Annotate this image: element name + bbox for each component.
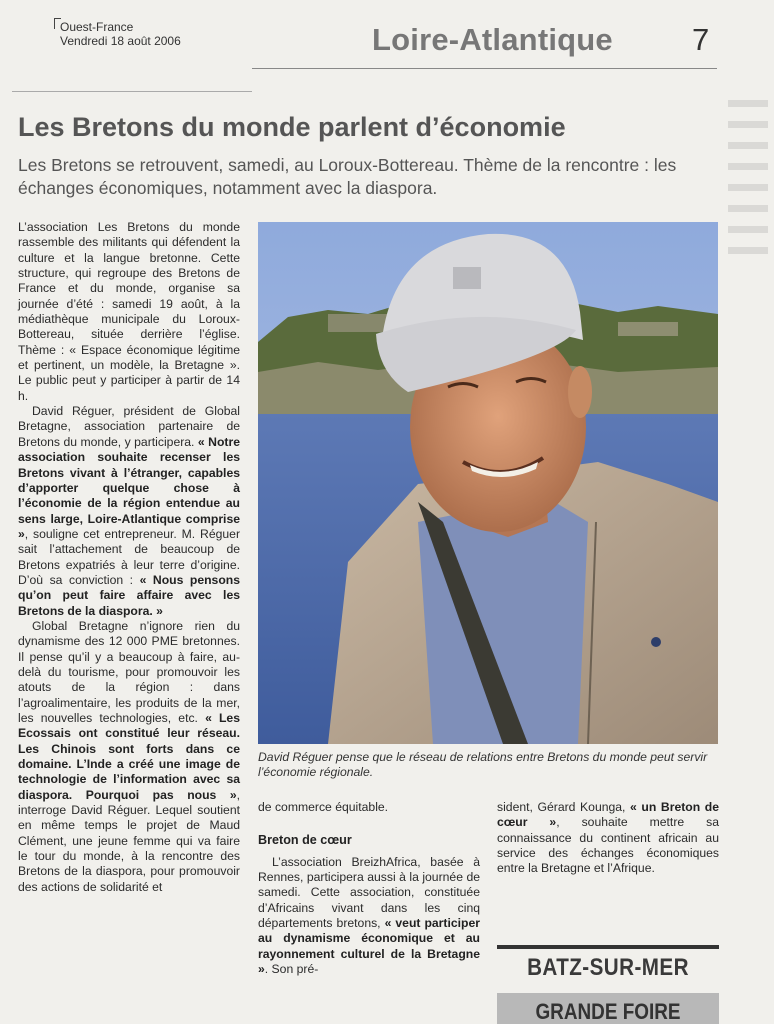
quote: « veut participer au dynamisme économique et au rayonnement culturel de la Bretagne » bbox=[258, 916, 480, 977]
source-name: Ouest-France bbox=[60, 20, 134, 34]
paragraph bbox=[258, 855, 480, 978]
publication-date: Vendredi 18 août 2006 bbox=[60, 34, 181, 48]
clipping-edge bbox=[12, 91, 252, 92]
page-number: 7 bbox=[692, 22, 710, 57]
paragraph: de commerce équitable. bbox=[258, 800, 389, 814]
ad-top-rule bbox=[497, 945, 719, 949]
text-run: , interroge David Réguer. Lequel soutient en même temps le projet de Maud Clément, une jeune femme qui va faire le tour du monde, à la rencontre des Bretons de la diaspora, pour promouvoir des actions de solidarité et bbox=[18, 787, 240, 894]
article-standfirst: Les Bretons se retrouvent, samedi, au Loroux-Bottereau. Thème de la rencontre : les échanges économiques, notamment avec la diaspora. bbox=[18, 155, 677, 198]
quote: « un Breton de cœur » bbox=[497, 800, 719, 830]
paragraph bbox=[18, 619, 240, 895]
text-run: L’association BreizhAfrica, basée à Rennes, participera aussi à la journée de samedi. Cette association, constituée d’Africains vivant dans les cinq départements bretons, bbox=[258, 854, 480, 931]
section-title: Loire-Atlantique bbox=[372, 22, 613, 57]
ad-title: BATZ-SUR-MER bbox=[527, 954, 689, 981]
article-column-3 bbox=[497, 800, 719, 877]
portrait-illustration bbox=[258, 222, 718, 744]
text-run: David Réguer, président de Global Bretagne, association partenaire de Bretons du monde, y participera. bbox=[18, 404, 240, 449]
paragraph bbox=[497, 800, 719, 877]
text-run: . Son pré- bbox=[264, 962, 319, 977]
text-run: Global Bretagne n’ignore rien du dynamisme des 12 000 PME bretonnes. Il pense qu’il y a beaucoup à faire, au-delà du tourisme, pour promouvoir les atouts de la région : dans l’agroalimentaire, les produits de la mer, les nouvelles technologies, etc. bbox=[18, 618, 240, 725]
photo-caption: David Réguer pense que le réseau de relations entre Bretons du monde peut servir l’économie régionale. bbox=[258, 750, 708, 779]
header-rule bbox=[252, 68, 717, 69]
ad-subtitle: GRANDE FOIRE bbox=[535, 999, 681, 1024]
subheading: Breton de cœur bbox=[258, 833, 352, 848]
paragraph: L’association Les Bretons du monde rassemble des militants qui défendent la culture et la langue bretonne. Cette structure, qui regroupe des Bretons de France et du monde, organise sa journée d’été : samedi 19 août, à la médiathèque municipale du Loroux-Bottereau, située derrière l’église. Thème : « Espace économique légitime et pertinent, un modèle, la Bretagne ». Le public peut y participer à partir de 14 h. bbox=[18, 220, 240, 403]
article-headline: Les Bretons du monde parlent d’économie bbox=[18, 112, 566, 142]
text-run: , souligne cet entrepreneur. M. Réguer sait l’attachement de beaucoup de Bretons expatriés à leur terre d’origine. D’où sa conviction : bbox=[18, 526, 240, 587]
article-column-1 bbox=[18, 220, 240, 895]
newspaper-source bbox=[60, 20, 181, 48]
adjacent-article-bleed bbox=[728, 100, 774, 330]
text-run: sident, Gérard Kounga, bbox=[497, 800, 631, 814]
text-run: , souhaite mettre sa connaissance du continent africain au service des échanges économiques entre la Bretagne et l’Afrique. bbox=[497, 815, 719, 876]
article-photo bbox=[258, 222, 718, 744]
ad-banner bbox=[497, 993, 719, 1024]
paragraph bbox=[18, 404, 240, 619]
article-column-2 bbox=[258, 800, 480, 977]
quote: « Les Ecossais ont constitué leur réseau. Les Chinois sont forts dans ce domaine. L’Inde a créé une image de technologie de l’information avec sa diaspora. Pourquoi pas nous » bbox=[18, 711, 240, 802]
quote: « Notre association souhaite recenser les Bretons vivant à l’étranger, capables d’apporter quelque chose à l’économie de la région entendue au sens large, Loire-Atlantique comprise » bbox=[18, 434, 240, 541]
quote: « Nous pensons qu’on peut faire affaire avec les Bretons de la diaspora. » bbox=[18, 572, 240, 618]
